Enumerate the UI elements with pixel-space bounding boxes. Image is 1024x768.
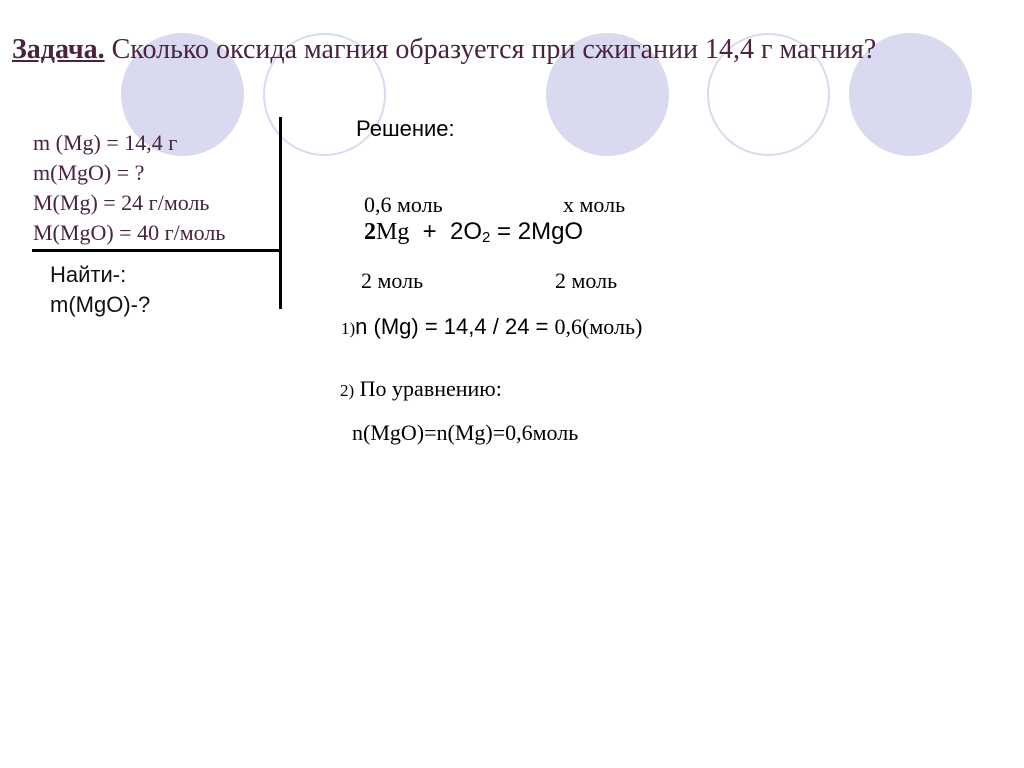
o2-subscript: 2: [482, 229, 491, 246]
given-divider-vertical: [279, 117, 282, 309]
step-2-number: 2): [340, 381, 355, 400]
moles-below-mgo: 2 моль: [555, 268, 618, 293]
final-result: n(MgO)=n(Mg)=0,6моль: [352, 420, 579, 445]
plus-sign: +: [409, 218, 451, 245]
task-title: [12, 34, 876, 66]
o2-formula: 2O: [450, 218, 483, 245]
task-question: Сколько оксида магния образуется при сжигании 14,4 г магния?: [104, 34, 877, 65]
moles-above-mgo: х моль: [563, 192, 626, 217]
reaction-equation: [364, 218, 583, 246]
given-line: M(Mg) = 24 г/моль: [33, 190, 210, 215]
given-line: M(MgO) = 40 г/моль: [33, 220, 226, 245]
step-1-number: 1): [341, 319, 356, 338]
find-label: Найти-:: [50, 262, 127, 287]
given-divider-horizontal: [32, 249, 282, 252]
given-list: [33, 128, 225, 248]
moles-above-mg: 0,6 моль: [364, 192, 443, 217]
given-line: m(MgO) = ?: [33, 160, 145, 185]
step-1: [341, 314, 642, 340]
find-block: [50, 260, 150, 320]
step-1-calc: n (Mg) = 14,4 / 24 =: [355, 314, 555, 339]
mg-formula: Mg: [376, 219, 410, 245]
step-1-result: 0,6(моль): [554, 314, 643, 339]
moles-below-mg: 2 моль: [361, 268, 424, 293]
task-label: Задача.: [12, 34, 105, 65]
find-value: m(MgO)-?: [50, 292, 151, 317]
given-line: m (Mg) = 14,4 г: [33, 130, 178, 155]
step-2-text: По уравнению:: [354, 376, 502, 401]
mg-coefficient: 2: [364, 219, 376, 245]
mgo-product: = 2MgO: [490, 218, 584, 245]
solution-heading: Решение:: [356, 116, 455, 141]
step-2: [340, 376, 502, 402]
